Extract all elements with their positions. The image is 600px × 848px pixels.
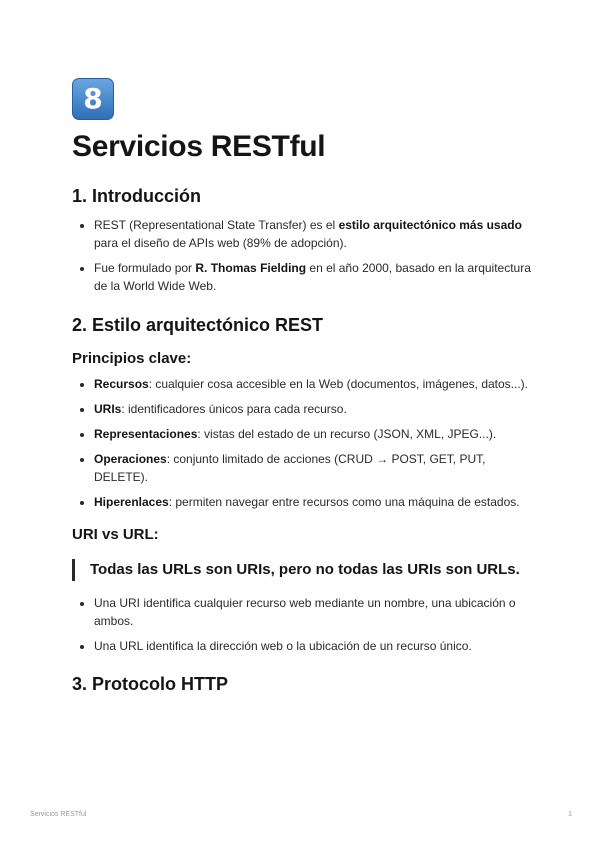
bold-term: Representaciones xyxy=(94,427,198,441)
list-item: Hiperenlaces: permiten navegar entre recursos como una máquina de estados. xyxy=(72,493,532,511)
page-title: Servicios RESTful xyxy=(72,130,326,163)
section-heading-estilo-rest: 2. Estilo arquitectónico REST xyxy=(72,315,324,335)
document-page xyxy=(72,78,532,696)
section-heading-protocolo-http: 3. Protocolo HTTP xyxy=(72,674,229,694)
bold-term: URIs xyxy=(94,402,122,416)
list-item: Una URL identifica la dirección web o la ubicación de un recurso único. xyxy=(72,637,532,655)
bold-term: Hiperenlaces xyxy=(94,495,169,509)
subsection-heading-uri-vs-url: URI vs URL: xyxy=(72,526,159,543)
list-item: Fue formulado por R. Thomas Fielding en el año 2000, basado en la arquitectura de la World Wide Web. xyxy=(72,259,532,295)
list-item: Una URI identifica cualquier recurso web mediante un nombre, una ubicación o ambos. xyxy=(72,594,532,630)
bold-term: estilo arquitectónico más usado xyxy=(338,218,522,232)
bold-term: Operaciones xyxy=(94,452,167,466)
principios-list xyxy=(72,375,532,511)
callout-quote: Todas las URLs son URIs, pero no todas las URIs son URLs. xyxy=(72,559,532,581)
section-heading-introduccion: 1. Introducción xyxy=(72,186,202,206)
list-item: URIs: identificadores únicos para cada recurso. xyxy=(72,400,532,418)
bold-term: R. Thomas Fielding xyxy=(195,261,307,275)
list-item: Recursos: cualquier cosa accesible en la Web (documentos, imágenes, datos...). xyxy=(72,375,532,393)
list-item: REST (Representational State Transfer) es el estilo arquitectónico más usado para el diseño de APIs web (89% de adopción). xyxy=(72,216,532,252)
list-item: Representaciones: vistas del estado de un recurso (JSON, XML, JPEG...). xyxy=(72,425,532,443)
introduccion-list xyxy=(72,216,532,295)
uri-url-list xyxy=(72,594,532,655)
footer-document-title: Servicios RESTful xyxy=(30,811,87,818)
list-item: Operaciones: conjunto limitado de acciones (CRUD → POST, GET, PUT, DELETE). xyxy=(72,450,532,486)
subsection-heading-principios: Principios clave: xyxy=(72,350,192,367)
bold-term: Recursos xyxy=(94,377,149,391)
keycap-eight-icon: 8 xyxy=(72,78,114,120)
footer-page-number: 1 xyxy=(568,811,572,818)
